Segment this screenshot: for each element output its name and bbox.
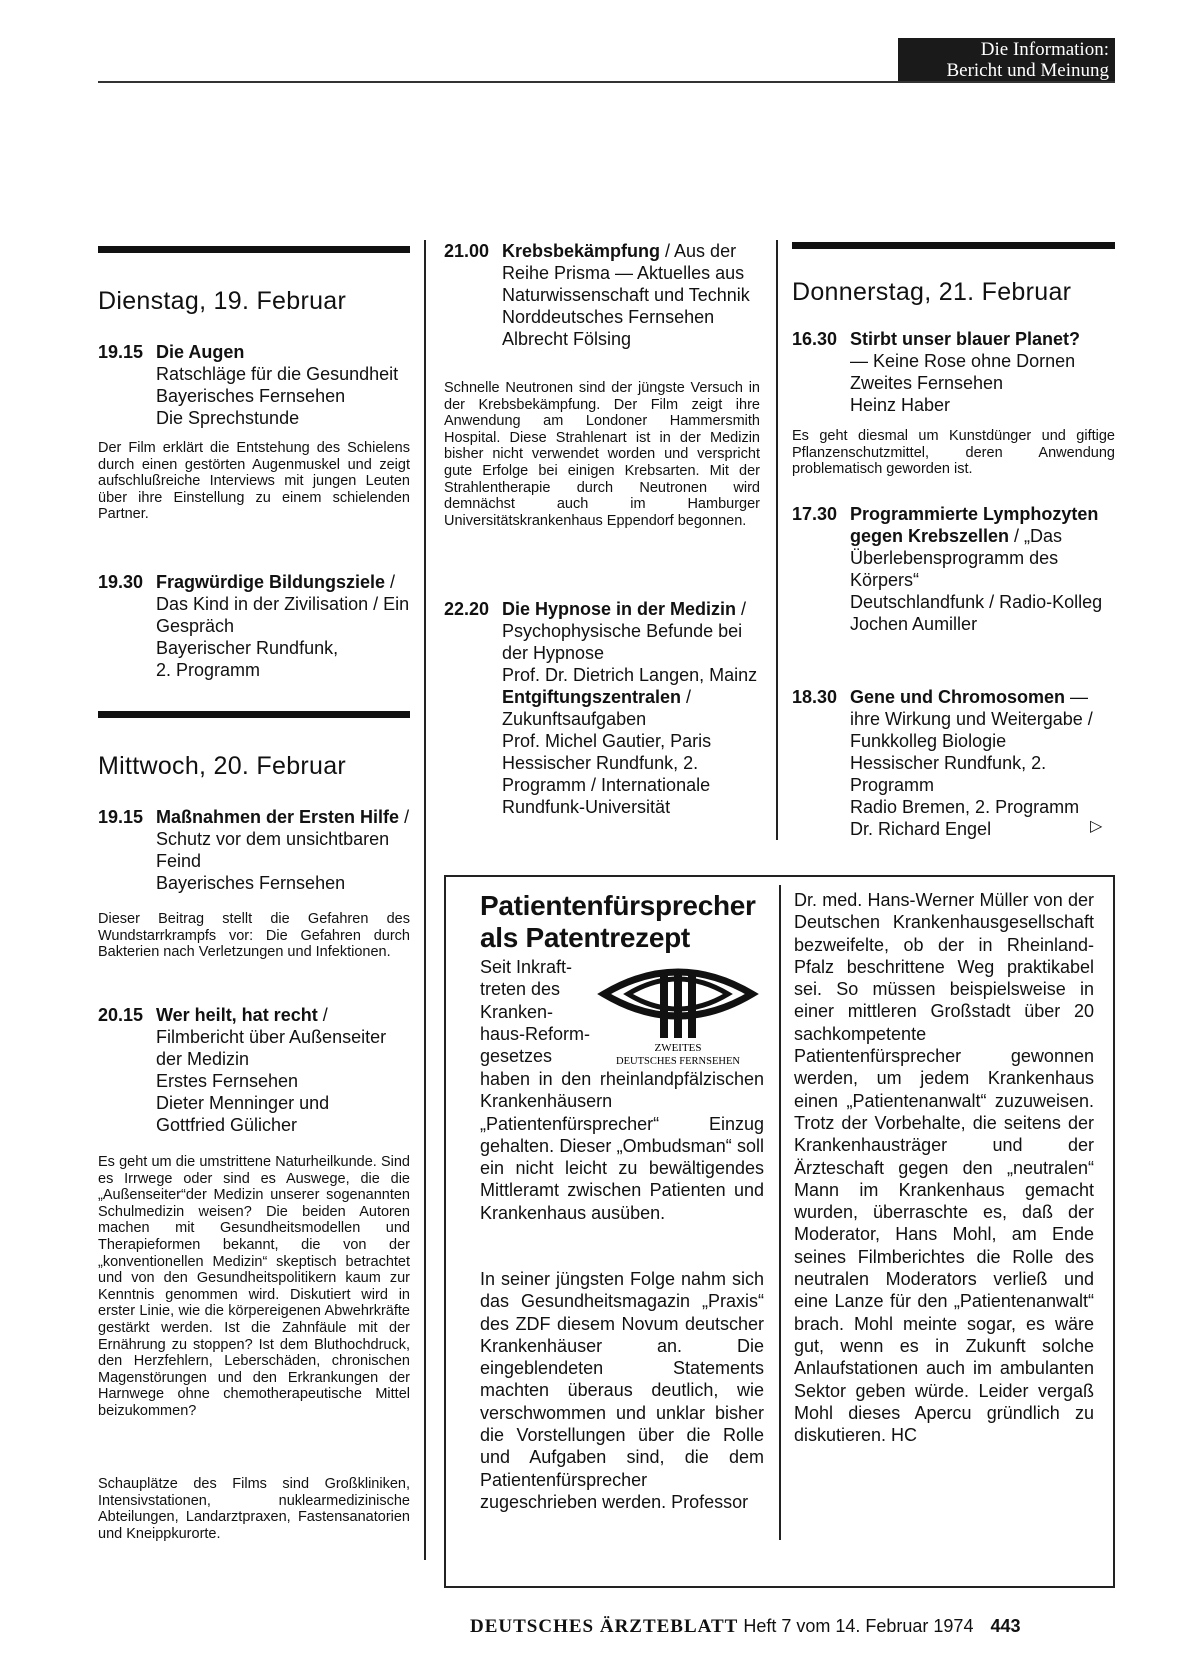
logo-text-1: ZWEITES [654,1042,702,1054]
entry-title: Wer heilt, hat recht [156,1005,318,1025]
entry-subtitle: / Aus der Reihe Prisma — Aktuelles aus Naturwissenschaft und Technik [502,241,750,305]
entry-broadcaster: Bayerisches Fernsehen [156,873,346,893]
program-entry [792,503,1115,635]
program-entry [792,328,1115,416]
entry-broadcaster: Erstes Fernsehen [156,1071,299,1091]
entry-author: Dr. Richard Engel [850,819,992,839]
entry-line: Ratschläge für die Gesundheit [156,364,399,384]
entry-broadcaster: Radio Bremen, 2. Programm [850,797,1080,817]
page-number: 443 [990,1616,1021,1636]
day-heading-thursday: Donnerstag, 21. Februar [792,278,1072,306]
section-header-line1: Die Information: [980,39,1109,60]
entry-author: Albrecht Fölsing [502,329,632,349]
entry-broadcaster: Deutschlandfunk / Radio-Kolleg [850,592,1103,612]
entry-description: Der Film erklärt die Entstehung des Schielens durch einen gestörten Augenmuskel und zeigt aufschlußreiche Interviews mit jungen Leuten über ihre Einstellung zu einem schielenden Partner. [98,440,410,523]
entry-title: Krebsbekämpfung [502,241,661,261]
article-title: Patientenfürsprecher als Patentrezept [480,890,756,953]
entry-broadcaster: Bayerischer Rundfunk, [156,638,339,658]
day-bar [792,242,1115,249]
entry-author: Jochen Aumiller [850,614,978,634]
entry-subtitle: / Filmbericht über Außenseiter der Medizin [156,1005,387,1069]
entry-line: 2. Programm [156,660,261,680]
entry-subtitle: / Psychophysische Befunde bei der Hypnose [502,599,747,663]
box-column-rule [779,885,781,1540]
article-lead-line: Kranken- [480,1001,554,1022]
entry-subtitle: / „Das Überlebensprogramm des Körpers“ [850,526,1063,590]
entry-broadcaster: Hessischer Rundfunk, 2. Programm [850,753,1047,795]
article-lead-line: treten des [480,979,561,1000]
entry-title: Maßnahmen der Ersten Hilfe [156,807,400,827]
entry-description: Es geht um die umstrittene Naturheilkunde. Sind es Irrwege oder sind es Auswege, die die „Außenseiter“der Medizin unserer sogenannten Schulmedizin weisen? Die beiden Autoren machen mit Gesundheitsmodellen und Therapieformen bekannt, die von der „konventionellen Medizin“ skeptisch betrachtet und von den Gesundheitspolitikern kaum zur Kenntnis genommen wird. Diskutiert wird in erster Linie, wie die körpereigenen Abwehrkräfte gestärkt werden. Ist die Zahnfäule mit der Ernährung zu stoppen? Ist dem Bluthochdruck, den Herzfehlern, Leberschäden, chronischen Magenstörungen und den Erkrankungen der Harnwege ohne chemotherapeutische Mittel beizukommen? [98,1154,410,1419]
page-footer [470,1616,1115,1638]
entry-title: Fragwürdige Bildungsziele [156,572,386,592]
program-entry [98,571,410,681]
entry-author: Prof. Dr. Dietrich Langen, Mainz [502,665,758,685]
section-header-line2: Bericht und Meinung [946,60,1109,81]
entry-title: Gene und Chromosomen [850,687,1066,707]
entry-description: Es geht diesmal um Kunstdünger und giftige Pflanzenschutzmittel, deren Anwendung problematisch geworden ist. [792,428,1115,478]
logo-text-2: DEUTSCHES FERNSEHEN [616,1056,740,1067]
zdf-logo [592,958,764,1068]
day-heading-wednesday: Mittwoch, 20. Februar [98,752,347,780]
entry-subtitle: / Schutz vor dem unsichtbaren Feind [156,807,410,871]
entry-author: Heinz Haber [850,395,951,415]
entry-title-2: Entgiftungszentralen [502,687,681,707]
entry-time: 20.15 [98,1005,144,1025]
entry-title: Programmierte Lymphozyten gegen Krebszellen [850,504,1099,546]
article-lead-line: haus-Reform- [480,1023,591,1044]
entry-series: Die Sprechstunde [156,408,300,428]
publication-name: DEUTSCHES ÄRZTEBLATT [470,1616,739,1637]
day-bar [98,246,410,253]
entry-author: Dieter Menninger und [156,1093,330,1113]
entry-subtitle: — Keine Rose ohne Dornen [850,351,1076,371]
program-entry [98,1004,410,1136]
issue-info: Heft 7 vom 14. Februar 1974 [743,1616,974,1636]
entry-title: Die Hypnose in der Medizin [502,599,737,619]
header-rule [98,81,1115,83]
article-paragraph-3: Dr. med. Hans-Werner Müller von der Deutschen Krankenhausgesellschaft bezweifelte, ob der in Rheinland-Pfalz beschrittene Weg praktikabel sei. So müssen beispielsweise in einer mittleren Großstadt über 20 sachkompetente Patientenfürsprecher gewonnen werden, um jedem Krankenhaus einen „Patientenanwalt“ zuzuweisen. Trotz der Vorbehalte, die seitens der Krankenhausträger und der Ärzteschaft gegen den „neutralen“ Mann im Krankenhaus gemacht wurden, überraschte es, daß der Moderator, Hans Mohl, am Ende seines Filmberichtes die Rolle des neutralen Moderators verließ und eine Lanze für den „Patientenanwalt“ brach. Mohl meinte sogar, es wäre gut, wenn es in Zukunft solche Anlaufstationen auch im ambulanten Sektor geben würde. Leider vergaß Mohl dieses Apercu gründlich zu diskutieren. HC [794,890,1094,1446]
continue-arrow-icon: ▷ [1090,818,1103,835]
day-heading-tuesday: Dienstag, 19. Februar [98,287,347,315]
column-rule [776,240,778,840]
entry-author: Prof. Michel Gautier, Paris [502,731,712,751]
column-rule [424,240,426,1560]
program-entry [98,806,410,894]
entry-description: Schnelle Neutronen sind der jüngste Versuch in der Krebsbekämpfung. Der Film zeigt ihre Anwendung am Londoner Hammersmith Hospital. Diese Strahlenart ist in der Medizin bisher nicht verwendet worden und verspricht gute Erfolge bei einigen Krebsarten. Mit der Strahlentherapie durch Neutronen wird demnächst auch im Hamburger Universitätskrankenhaus Eppendorf begonnen. [444,380,760,529]
program-entry [444,598,760,818]
entry-description: Dieser Beitrag stellt die Gefahren des Wundstarrkrampfs vor: Die Gefahren durch Bakterien nach Verletzungen und Infektionen. [98,911,410,961]
article-lead-line: gesetzes [480,1046,553,1067]
entry-time: 19.15 [98,807,144,827]
program-entry [444,240,760,350]
article-lead-wrap [480,956,596,1067]
entry-title: Die Augen [156,342,245,362]
entry-broadcaster: Zweites Fernsehen [850,373,1004,393]
entry-author: Gottfried Gülicher [156,1115,298,1135]
day-bar [98,711,410,718]
entry-subtitle: — ihre Wirkung und Weitergabe / Funkkolleg Biologie [850,687,1093,751]
entry-time: 17.30 [792,504,838,524]
article-lead-line: Seit Inkraft- [480,957,573,977]
entry-broadcaster: Hessischer Rundfunk, 2. Programm / Internationale Rundfunk-Universität [502,753,711,817]
section-header [898,38,1115,83]
program-entry [98,341,410,429]
entry-time: 21.00 [444,241,490,261]
entry-title: Stirbt unser blauer Planet? [850,329,1081,349]
entry-time: 16.30 [792,329,838,349]
program-entry [792,686,1115,840]
entry-broadcaster: Norddeutsches Fernsehen [502,307,715,327]
entry-time: 18.30 [792,687,838,707]
entry-subtitle: / Das Kind in der Zivilisation / Ein Gespräch [156,572,410,636]
entry-subtitle-2: / Zukunftsaufgaben [502,687,692,729]
article-paragraph-1: haben in den rheinlandpfälzischen Krankenhäusern „Patientenfürsprecher“ Einzug gehalten. Dieser „Ombudsman“ soll ein nicht leicht zu bewältigendes Mittleramt zwischen Patienten und Krankenhaus ausüben. [480,1069,764,1223]
entry-time: 19.15 [98,342,144,362]
entry-time: 22.20 [444,599,490,619]
entry-description-2: Schauplätze des Films sind Großkliniken, Intensivstationen, nuklearmedizinische Abteilungen, Landarztpraxen, Fastensanatorien und Kneippkurorte. [98,1476,410,1542]
article-paragraph-2: In seiner jüngsten Folge nahm sich das Gesundheitsmagazin „Praxis“ des ZDF diesem Novum deutscher Krankenhäuser an. Die eingeblendeten Statements machten überaus deutlich, wie verschwommen und unklar bisher die Vorstellungen über die Rolle und Aufgaben sind, die dem Patientenfürsprecher zugeschrieben werden. Professor [480,1269,764,1512]
entry-time: 19.30 [98,572,144,592]
entry-broadcaster: Bayerisches Fernsehen [156,386,346,406]
